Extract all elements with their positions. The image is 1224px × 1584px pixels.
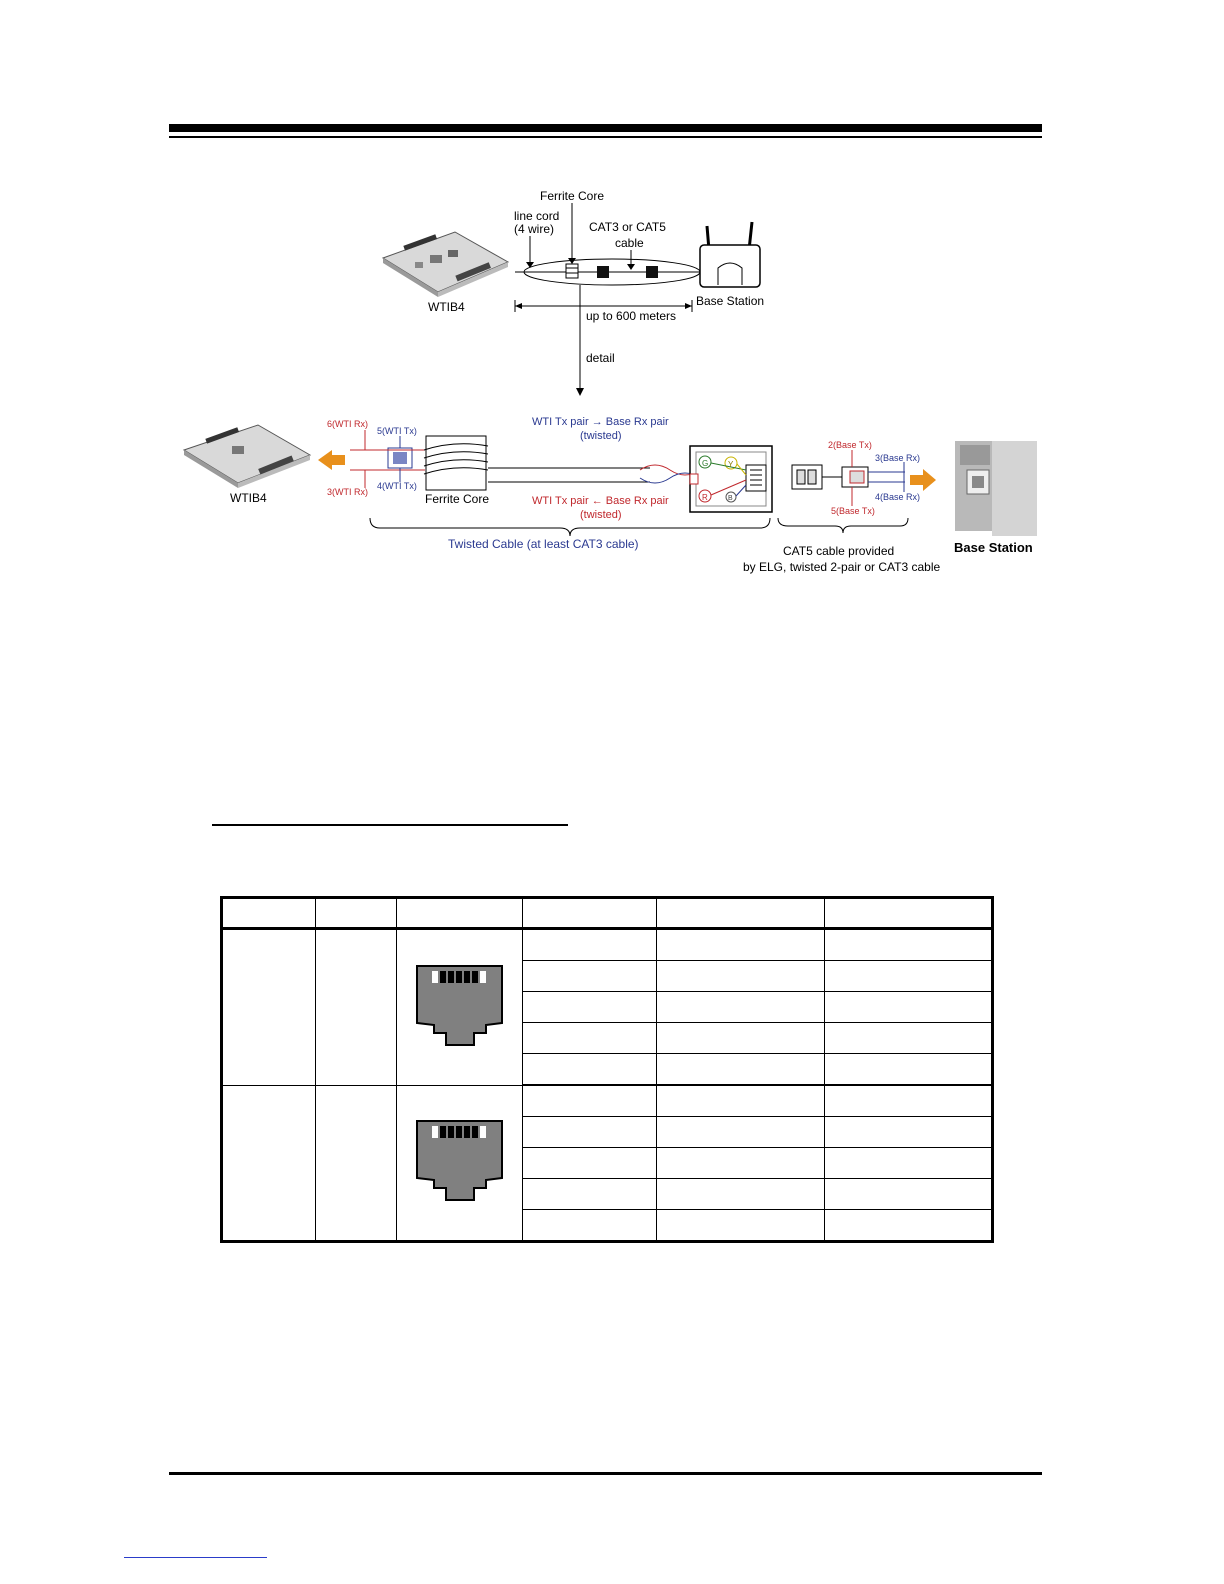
top-board-label: WTIB4 — [428, 300, 465, 314]
base-station-icon — [700, 222, 760, 287]
line-cord-sub-label: (4 wire) — [514, 222, 555, 236]
table-cell — [523, 1148, 657, 1179]
connector-icon — [597, 266, 609, 278]
section-heading-underline — [212, 824, 568, 826]
detail-ferrite-core-icon — [424, 436, 488, 490]
orange-arrow-right — [910, 469, 936, 491]
detail-wtib4-board-icon — [184, 425, 310, 488]
table-cell — [222, 929, 316, 1086]
table-cell — [523, 1054, 657, 1086]
rx-pair-label: WTI Tx pair ← Base Rx pair — [532, 495, 669, 507]
wiring-detail-diagram — [180, 405, 1040, 580]
table-cell — [657, 1054, 825, 1086]
detail-ferrite-core-label: Ferrite Core — [425, 492, 490, 506]
table-cell — [825, 1148, 993, 1179]
table-cell — [657, 1117, 825, 1148]
detail-base-station-icon — [955, 441, 1037, 536]
footer-rule — [169, 1472, 1042, 1475]
table-cell — [657, 1179, 825, 1210]
table-cell — [657, 1023, 825, 1054]
table-cell — [657, 1210, 825, 1242]
table-cell — [825, 961, 993, 992]
table-header-cell — [523, 898, 657, 929]
tx-pair-label: WTI Tx pair → Base Rx pair — [532, 416, 669, 428]
rj-jack-cell — [397, 929, 523, 1086]
base-rx4-label: 4(Base Rx) — [875, 492, 921, 502]
pin5-label: 5(WTI Tx) — [377, 426, 417, 436]
table-cell — [825, 1023, 993, 1054]
wall-jack-icon — [690, 446, 772, 512]
overview-diagram — [370, 180, 790, 400]
table-row — [222, 929, 993, 961]
r-label: R — [702, 493, 708, 502]
footer-link-underline[interactable] — [124, 1557, 267, 1558]
rx-pair-sub-label: (twisted) — [580, 509, 622, 521]
table-cell — [657, 961, 825, 992]
rj-jack-cell — [397, 1085, 523, 1242]
table-cell — [523, 1085, 657, 1117]
ferrite-core-icon — [566, 264, 578, 278]
table-cell — [657, 1085, 825, 1117]
header-rule-thick — [169, 124, 1042, 132]
table-header-cell — [657, 898, 825, 929]
detail-base-station-label: Base Station — [954, 540, 1033, 555]
table-cell — [825, 1054, 993, 1086]
table-header-row — [222, 898, 993, 929]
table-header-cell — [825, 898, 993, 929]
detail-label: detail — [586, 351, 615, 365]
base-tx2-label: 2(Base Tx) — [828, 440, 872, 450]
wtib4-board-icon — [383, 232, 508, 297]
connector-icon — [646, 266, 658, 278]
distance-label: up to 600 meters — [586, 309, 677, 323]
table-cell — [523, 1023, 657, 1054]
cat5-line1-label: CAT5 cable provided — [783, 544, 895, 558]
pin6-label: 6(WTI Rx) — [327, 419, 368, 429]
table-row — [222, 1085, 993, 1117]
twisted-cable-brace — [370, 518, 770, 536]
cable-sub-label: cable — [615, 236, 644, 250]
table-cell — [523, 961, 657, 992]
table-cell — [657, 929, 825, 961]
cat5-line2-label: by ELG, twisted 2-pair or CAT3 cable — [743, 560, 941, 574]
table-cell — [523, 1117, 657, 1148]
top-base-station-label: Base Station — [696, 294, 765, 308]
table-cell — [657, 992, 825, 1023]
table-cell — [523, 1210, 657, 1242]
tx-pair-sub-label: (twisted) — [580, 430, 622, 442]
g-label: G — [702, 459, 709, 468]
table-cell — [523, 992, 657, 1023]
cable-label: CAT3 or CAT5 — [589, 220, 666, 234]
table-cell — [222, 1085, 316, 1242]
table-cell — [825, 1210, 993, 1242]
detail-board-label: WTIB4 — [230, 491, 267, 505]
table-cell — [523, 1179, 657, 1210]
pin3-label: 3(WTI Rx) — [327, 487, 368, 497]
b-label: B — [728, 495, 733, 502]
connector-pin-table — [220, 896, 994, 1243]
orange-arrow-left — [318, 450, 345, 470]
cat5-plug-icon — [792, 465, 868, 489]
base-rx3-label: 3(Base Rx) — [875, 453, 921, 463]
line-cord-label: line cord — [514, 209, 560, 223]
ferrite-core-label: Ferrite Core — [540, 189, 605, 203]
table-cell — [825, 1085, 993, 1117]
table-header-cell — [316, 898, 397, 929]
cat5-cable-brace — [778, 518, 908, 533]
table-cell — [825, 929, 993, 961]
table-cell — [825, 1179, 993, 1210]
base-tx5-label: 5(Base Tx) — [831, 506, 875, 516]
pin4-label: 4(WTI Tx) — [377, 481, 417, 491]
header-rule-thin — [169, 136, 1042, 138]
twisted-cable-label: Twisted Cable (at least CAT3 cable) — [448, 537, 639, 551]
y-label: Y — [728, 460, 734, 469]
table-cell — [825, 992, 993, 1023]
rj-jack-icon — [416, 1120, 504, 1202]
table-header-cell — [397, 898, 523, 929]
table-cell — [657, 1148, 825, 1179]
table-cell — [316, 929, 397, 1086]
table-cell — [316, 1085, 397, 1242]
rj-jack-icon — [416, 965, 504, 1047]
table-cell — [523, 929, 657, 961]
table-header-cell — [222, 898, 316, 929]
table-cell — [825, 1117, 993, 1148]
